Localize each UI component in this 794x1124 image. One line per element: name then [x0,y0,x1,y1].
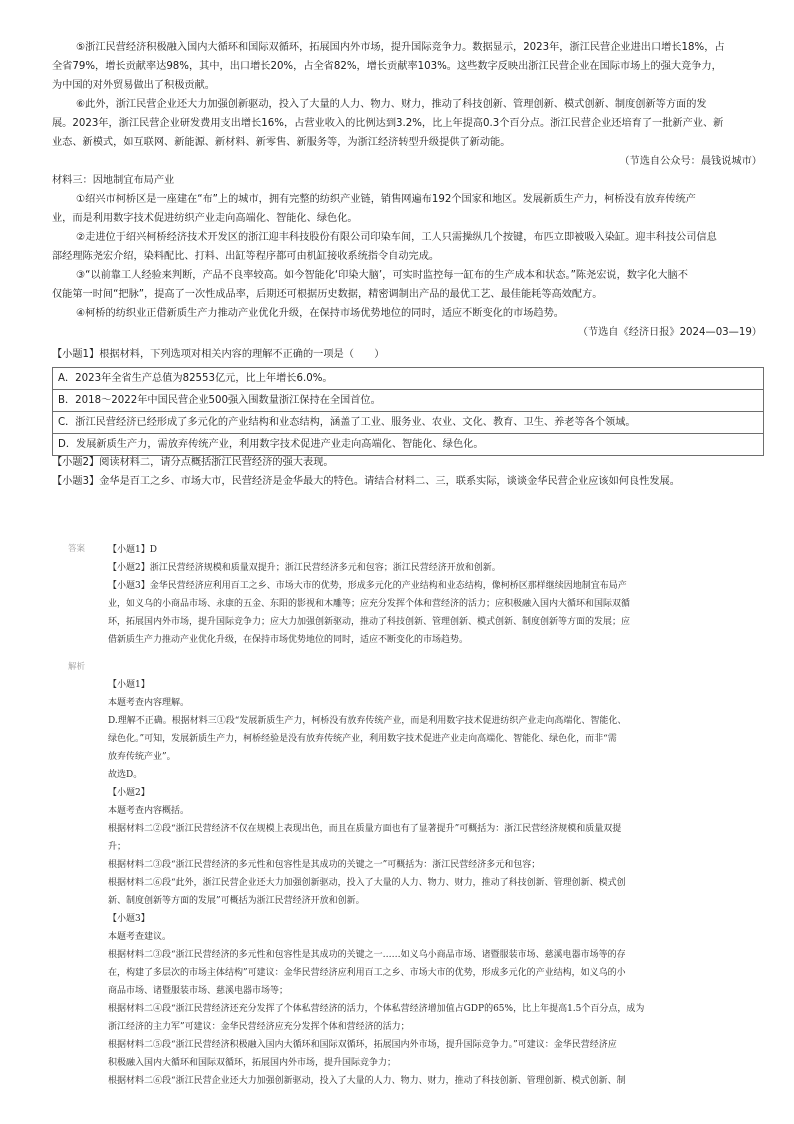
analysis-line-11: 根据材料二③段“浙江民营经济的多元性和包容性是其成功的关键之一”可概括为：浙江民营经济多元和包容； [108,860,541,870]
analysis-line-7: 【小题2】 [108,788,150,798]
analysis-line-22: 积极融入国内大循环和国际双循环，拓展国内外市场，提升国际竞争力； [108,1058,397,1068]
m3-p3-line1: ③“以前靠工人经验来判断，产品不良率较高。如今智能化‘印染大脑’，可实时监控每一缸布的生产成本和状态。”陈尧宏说，数字化大脑不 [76,270,688,281]
analysis-line-10: 升； [108,842,127,852]
analysis-line-18: 商品市场、诸暨服装市场、慈溪电器市场等； [108,986,289,996]
analysis-line-14: 【小题3】 [108,914,150,924]
analysis-line-12: 根据材料二⑥段“此外，浙江民营企业还大力加强创新驱动，投入了大量的人力、物力、财力，推动了科技创新、管理创新、模式创 [108,878,626,888]
m3-p2-line1: ②走进位于绍兴柯桥经济技术开发区的浙江迎丰科技股份有限公司印染车间，工人只需操纵几个按键，布匹立即被吸入染缸。迎丰科技公司信息 [76,232,717,243]
m3-p3-line2: 仅能第一时间“把脉”，提高了一次性成品率，后期还可根据历史数据，精密调制出产品的最优工艺、最佳能耗等高效配方。 [52,289,603,300]
analysis-line-6: 故选D。 [108,770,143,780]
q1-option-b: B．2018～2022年中国民营企业500强入围数量浙江保持在全国首位。 [53,390,763,412]
answer-line-5: 环，拓展国内外市场，提升国际竞争力；应大力加强创新驱动，推动了科技创新、管理创新、模式创新、制度创新等方面的发展；应 [108,617,631,627]
analysis-line-3: D.理解不正确。根据材料三①段“发展新质生产力，柯桥没有放弃传统产业，而是利用数字技术促进纺织产业走向高端化、智能化、 [108,716,627,726]
analysis-line-17: 在，构建了多层次的市场主体结构”可建议：金华民营经济应利用百工之乡、市场大市的优势，形成多元化的产业结构，如义乌的小 [108,968,626,978]
m3-p2-line2: 部经理陈尧宏介绍，染料配比、打料、出缸等程序都可由机缸接收系统指令自动完成。 [52,251,440,262]
analysis-line-9: 根据材料二②段“浙江民营经济不仅在规模上表现出色，而且在质量方面也有了显著提升”可概括为：浙江民营经济规模和质量双提 [108,824,622,834]
analysis-line-13: 新、制度创新等方面的发展”可概括为浙江民营经济开放和创新。 [108,896,365,906]
analysis-line-20: 浙江经济的主力军”可建议：金华民营经济应充分发挥个体和营经济的活力； [108,1022,410,1032]
q1-stem: 【小题1】根据材料，下列选项对相关内容的理解不正确的一项是（ ） [52,349,385,360]
analysis-line-16: 根据材料二③段“浙江民营经济的多元性和包容性是其成功的关键之一……如义乌小商品市场、诸暨服装市场、慈溪电器市场等的存 [108,950,626,960]
analysis-line-23: 根据材料二⑥段“浙江民营企业还大力加强创新驱动，投入了大量的人力、物力、财力，推动了科技创新、管理创新、模式创新、制 [108,1076,626,1086]
q1-option-d: D．发展新质生产力，需放弃传统产业，利用数字技术促进产业走向高端化、智能化、绿色化。 [58,439,484,450]
answer-line-6: 借新质生产力推动产业优化升级，在保持市场优势地位的同时，适应不断变化的市场趋势。 [108,635,469,645]
m3-title: 材料三：因地制宜布局产业 [52,175,175,186]
analysis-line-1: 【小题1】 [108,680,150,690]
analysis-line-21: 根据材料二⑤段“浙江民营经济积极融入国内大循环和国际双循环，拓展国内外市场，提升国际竞争力。”可建议：金华民营经济应 [108,1040,617,1050]
m3-p4-line1: ④柯桥的纺织业正借新质生产力推动产业优化升级，在保持市场优势地位的同时，适应不断变化的市场趋势。 [76,308,564,319]
m2-p6-line2: 展。2023年，浙江民营企业研发费用支出增长16%，占营业收入的比例达到3.2%，比上年提高0.3个百分点。浙江民营企业还培育了一批新产业、新 [52,118,724,129]
m2-p5-line2: 全省79%，增长贡献率达98%，其中，出口增长20%，占全省82%，增长贡献率103%。这些数字反映出浙江民营企业在国际市场上的强大竞争力， [52,61,722,72]
m2-p6-line1: ⑥此外，浙江民营企业还大力加强创新驱动，投入了大量的人力、物力、财力，推动了科技创新、管理创新、模式创新、制度创新等方面的发 [76,99,707,110]
answer-line-2: 【小题2】浙江民营经济规模和质量双提升；浙江民营经济多元和包容；浙江民营经济开放和创新。 [108,563,501,573]
m2-p6-line3: 业态、新模式，如互联网、新能源、新材料、新零售、新服务等，为浙江经济转型升级提供了新动能。 [52,137,511,148]
m2-p5-line1: ⑤浙江民营经济积极融入国内大循环和国际双循环，拓展国内外市场，提升国际竞争力。数据显示，2023年，浙江民营企业进出口增长18%，占 [76,42,725,53]
m2-p5-line3: 为中国的对外贸易做出了积极贡献。 [52,80,215,91]
m3-p1-line1: ①绍兴市柯桥区是一座建在“布”上的城市，拥有完整的纺织产业链，销售网遍布192个国家和地区。发展新质生产力，柯桥没有放弃传统产 [76,194,696,205]
analysis-line-19: 根据材料二④段“浙江民营经济还充分发挥了个体私营经济的活力，个体私营经济增加值占GDP的65%，比上年提高1.5个百分点，成为 [108,1004,645,1014]
analysis-line-4: 绿色化。”可知，发展新质生产力，柯桥经验是没有放弃传统产业，利用数字技术促进产业走向高端化、智能化、绿色化，而非“需 [108,734,617,744]
analysis-line-8: 本题考查内容概括。 [108,806,190,816]
m3-p1-line2: 业，而是利用数字技术促进纺织产业走向高端化、智能化、绿色化。 [52,213,358,224]
answer-line-3: 【小题3】金华民营经济应利用百工之乡、市场大市的优势，形成多元化的产业结构和业态结构，像柯桥区那样继续因地制宜布局产 [108,581,627,591]
analysis-line-5: 放弃传统产业”。 [108,752,176,762]
analysis-line-15: 本题考查建议。 [108,932,172,942]
analysis-line-2: 本题考查内容理解。 [108,698,190,708]
answer-line-4: 业，如义乌的小商品市场、永康的五金、东阳的影视和木雕等；应充分发挥个体和营经济的活力；应积极融入国内大循环和国际双循 [108,599,631,609]
answer-tag: 答案 [68,544,86,554]
answer-line-1: 【小题1】D [108,545,157,555]
q1-options-table [52,367,764,456]
q1-option-a: A．2023年全省生产总值为82553亿元，比上年增长6.0%。 [53,368,763,390]
q1-option-c: C．浙江民营经济已经形成了多元化的产业结构和业态结构，涵盖了工业、服务业、农业、文化、教育、卫生、养老等各个领域。 [53,412,763,434]
m2-source: （节选自公众号：晨钱说城市） [619,156,762,167]
q2-stem: 【小题2】阅读材料二，请分点概括浙江民营经济的强大表现。 [52,457,334,468]
analysis-tag: 解析 [68,662,86,672]
q3-stem: 【小题3】金华是百工之乡、市场大市，民营经济是金华最大的特色。请结合材料二、三，联系实际，谈谈金华民营企业应该如何良性发展。 [52,476,680,487]
m3-source: （节选自《经济日报》2024—03—19） [577,327,762,338]
